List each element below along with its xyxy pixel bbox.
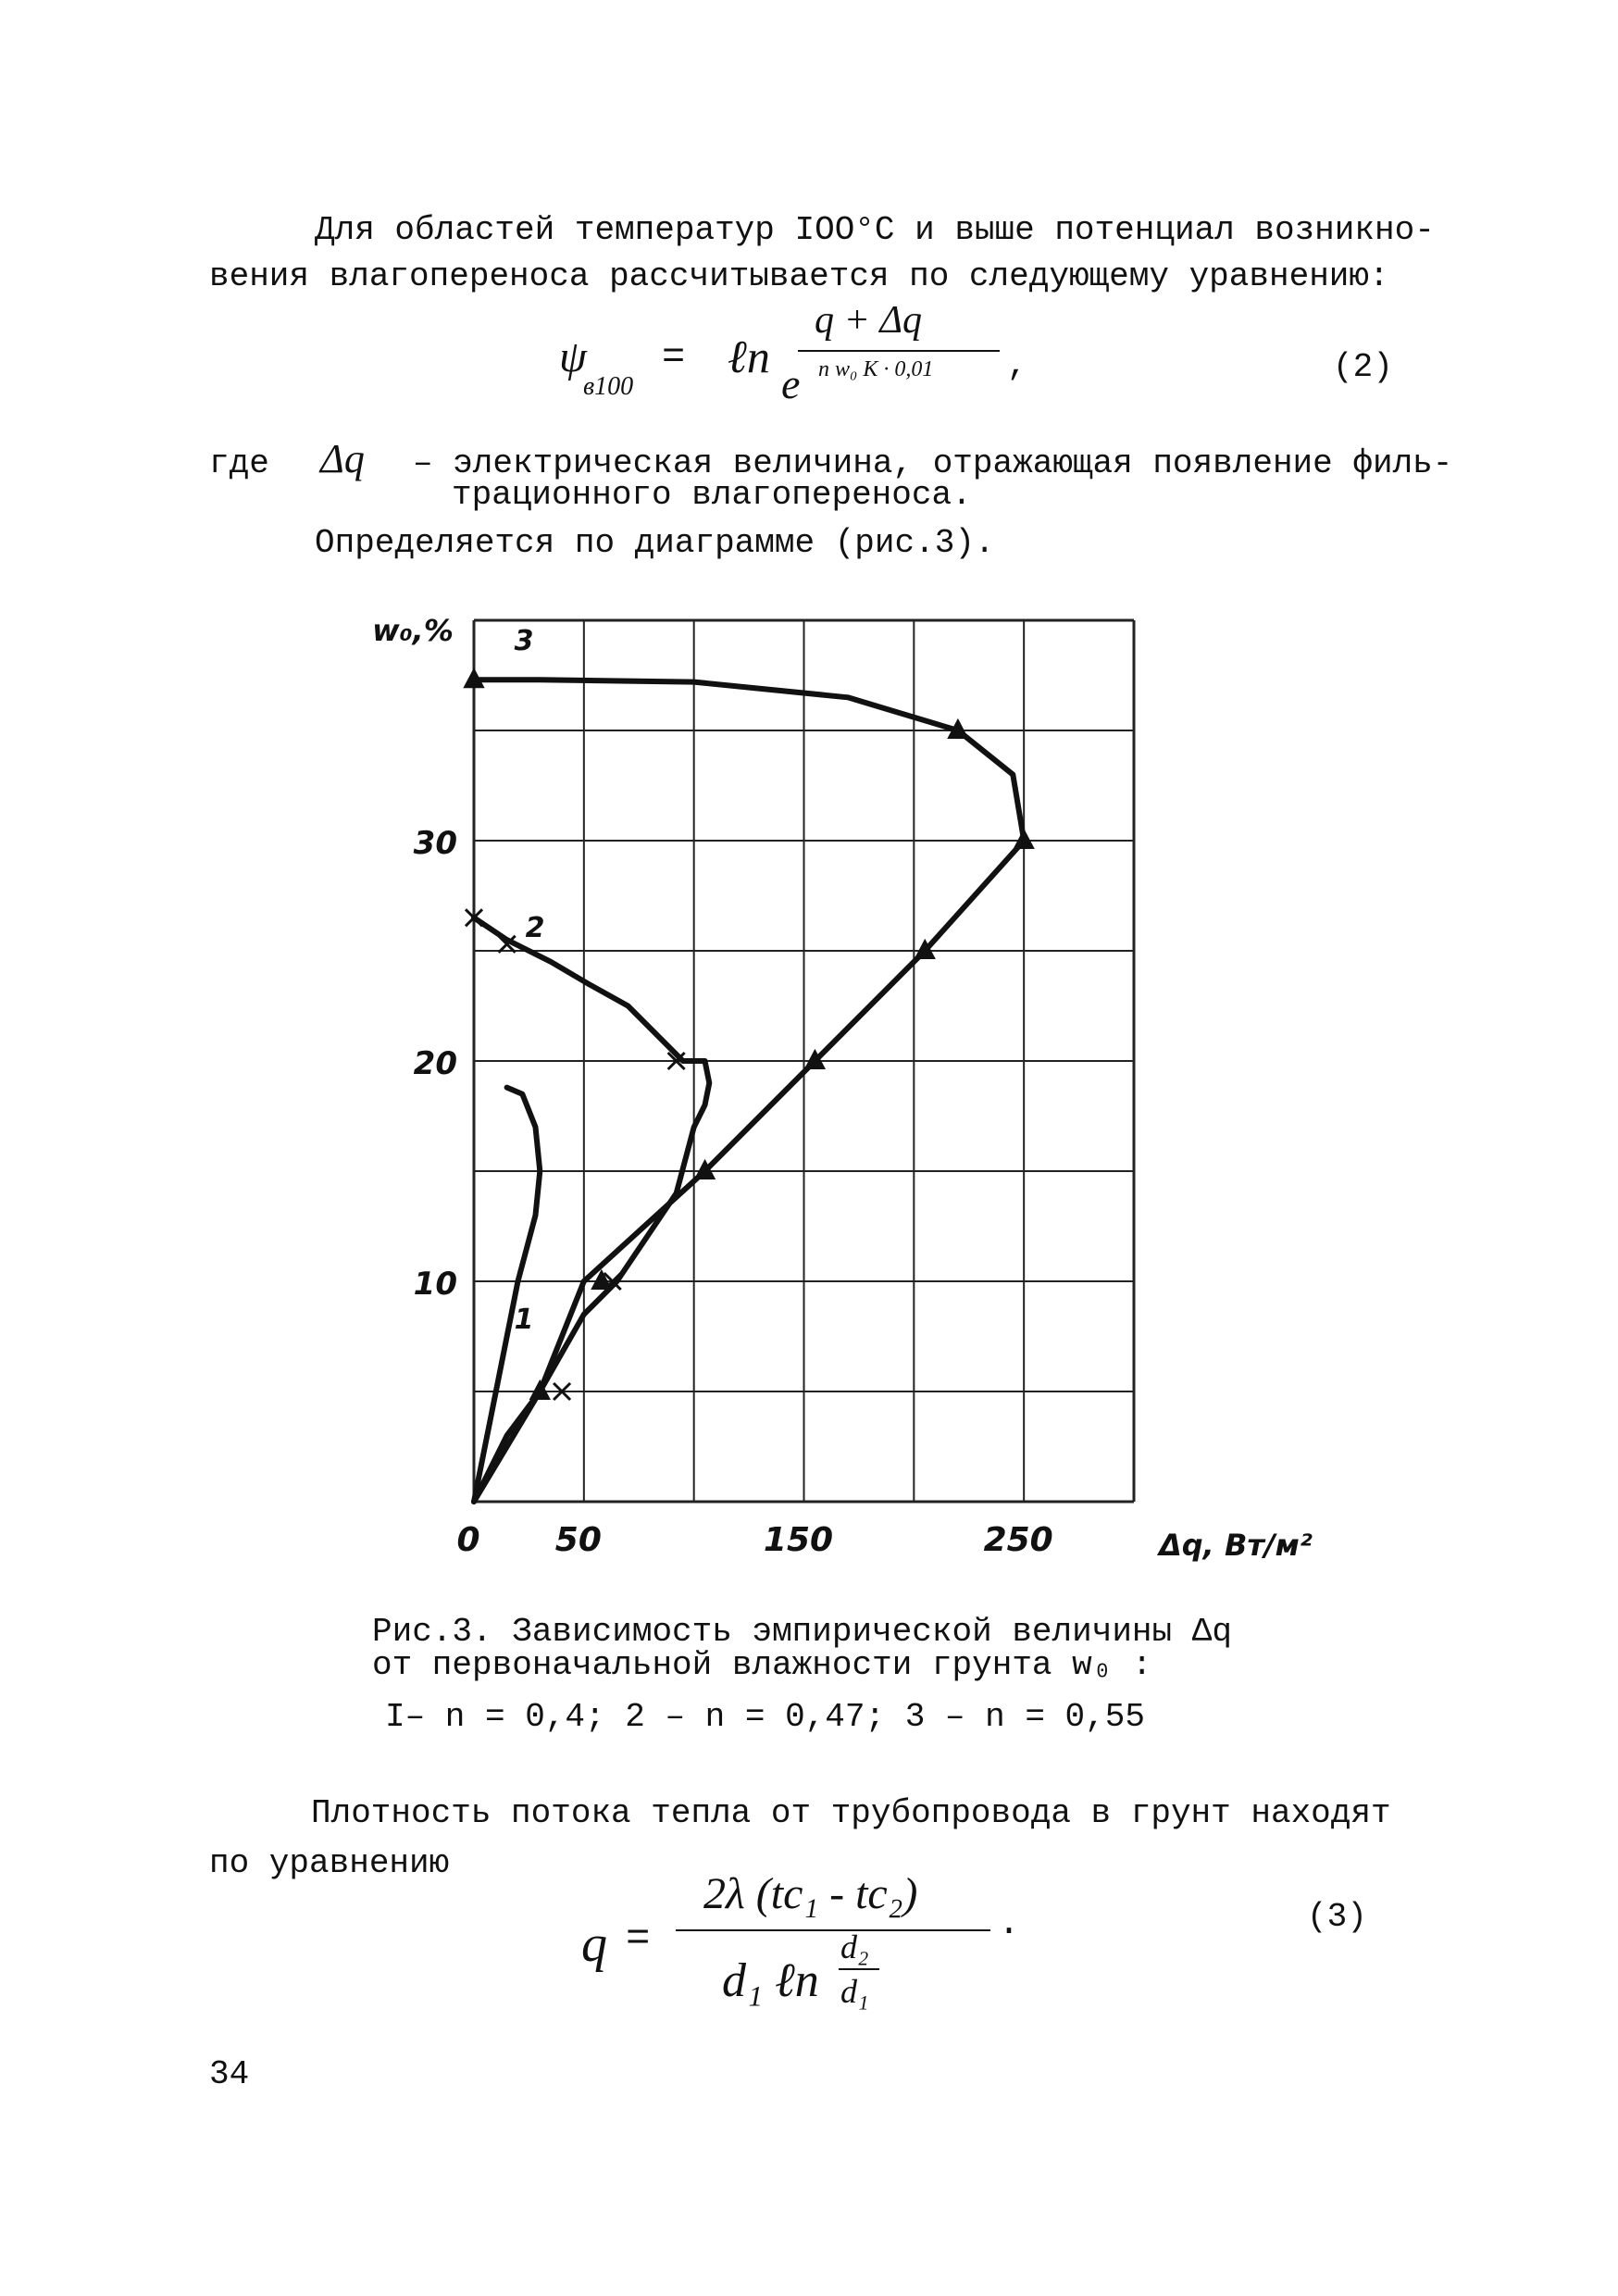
eq3-small-fraction-den: d₁ [840, 1973, 869, 2010]
intro-line-1: Для областей температур IОО°С и выше потенциал возникно- [315, 211, 1435, 249]
eq2-comma: , [1007, 346, 1027, 384]
curve-label-2: 2 [525, 912, 545, 944]
eq3-small-fraction-num: d₂ [840, 1928, 869, 1965]
eq2-numerator: q + Δq [815, 299, 922, 342]
eq2-denominator-base: e [781, 360, 801, 407]
y-tick-label: 10 [413, 1266, 457, 1303]
curve-label-3: 3 [514, 625, 534, 657]
curve-series-3 [474, 680, 1024, 1502]
eq3-denominator: d₁ ℓn [722, 1954, 819, 2007]
where-word: где [209, 444, 269, 482]
figure-3-chart [0, 593, 1618, 1629]
eq2-number: (2) [1333, 348, 1393, 386]
intro-line-2: вения влагопереноса рассчитывается по следующему уравнению: [209, 257, 1389, 295]
determined-line: Определяется по диаграмме (рис.3). [315, 524, 995, 562]
eq2-lhs-sub: в100 [583, 372, 634, 401]
y-tick-label: 30 [413, 825, 457, 862]
chart-markers [465, 669, 1033, 1400]
eq3-lhs: q [581, 1915, 607, 1973]
curve-label-1: 1 [514, 1304, 534, 1336]
eq2-fraction-bar [798, 350, 1000, 352]
page-number: 34 [209, 2055, 250, 2093]
eq2-ln: ℓn [728, 331, 770, 382]
curve-series-2 [474, 917, 709, 1502]
x-tick-label: 150 [763, 1521, 834, 1559]
eq3-number: (3) [1307, 1898, 1367, 1936]
eq3-equals: = [626, 1916, 651, 1963]
triangle-marker [1014, 830, 1033, 848]
x-tick-label: 250 [983, 1521, 1053, 1559]
chart-curves [474, 680, 1024, 1502]
caption-line-3: I– n = 0,4; 2 – n = 0,47; 3 – n = 0,55 [385, 1698, 1145, 1736]
x-tick-label: 50 [554, 1521, 602, 1559]
eq2-lhs: ψ [559, 332, 587, 381]
x-axis-label: Δq, Вт/м² [1159, 1528, 1313, 1563]
y-axis-label: w₀,% [372, 613, 454, 648]
para2-line-1: Плотность потока тепла от трубопровода в грунт находят [311, 1794, 1391, 1832]
where-symbol: Δq [320, 436, 365, 481]
eq3-period: . [998, 1903, 1021, 1945]
where-text-1: – электрическая величина, отражающая появление филь- [413, 444, 1453, 482]
y-tick-label: 20 [413, 1045, 457, 1082]
eq3-numerator: 2λ (tc₁ - tc₂) [703, 1869, 918, 1918]
eq2-denominator-exp: n w₀ K · 0,01 [818, 357, 934, 381]
eq2-equals: = [662, 335, 686, 380]
para2-line-2: по уравнению [209, 1844, 450, 1882]
eq3-fraction-bar [676, 1929, 990, 1931]
where-text-2: трационного влагопереноса. [452, 476, 972, 514]
eq3-small-fraction-bar [839, 1968, 879, 1970]
caption-line-2: от первоначальной влажности грунта w₀ : [372, 1646, 1152, 1684]
x-tick-label: 0 [456, 1521, 480, 1559]
chart-grid [474, 620, 1134, 1502]
caption-line-1: Рис.3. Зависимость эмпирической величины Δq [372, 1613, 1232, 1651]
